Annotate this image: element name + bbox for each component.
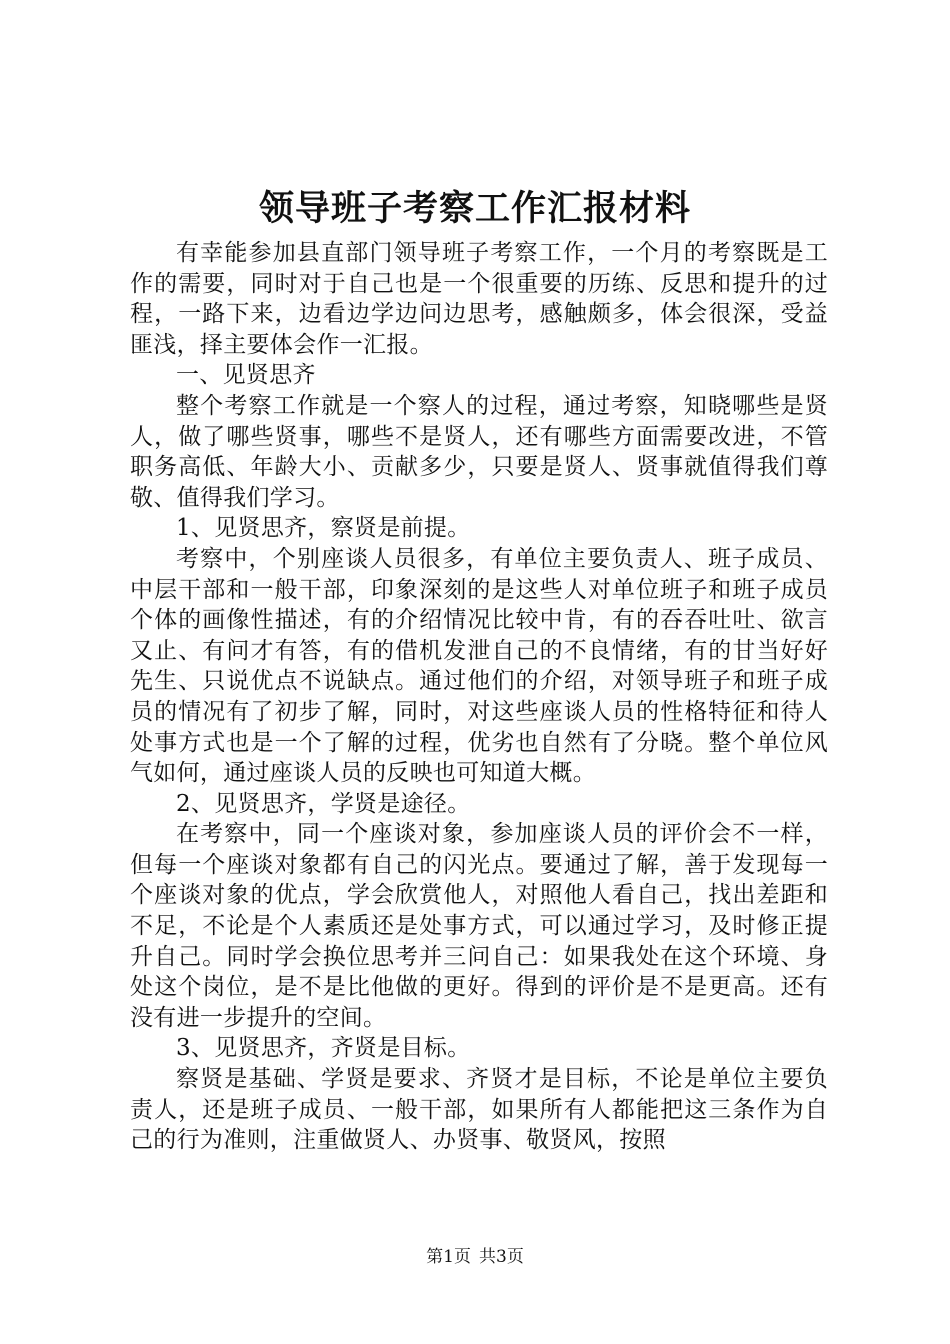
paragraph: 整个考察工作就是一个察人的过程，通过考察，知晓哪些是贤人，做了哪些贤事，哪些不是贤人，还有哪些方面需要改进，不管职务高低、年龄大小、贡献多少，只要是贤人、贤事就值得我们尊敬、值得我们学习。	[130, 392, 828, 511]
subheading-2: 2、见贤思齐，学贤是途径。	[176, 790, 471, 817]
document-body	[130, 238, 828, 1156]
document-title: 领导班子考察工作汇报材料	[258, 188, 691, 229]
subheading-1: 1、见贤思齐，察贤是前提。	[176, 515, 471, 542]
paragraph: 考察中，个别座谈人员很多，有单位主要负责人、班子成员、中层干部和一般干部，印象深刻的是这些人对单位班子和班子成员个体的画像性描述，有的介绍情况比较中肯，有的吞吞吐吐、欲言又止、有问才有答，有的借机发泄自己的不良情绪，有的甘当好好先生、只说优点不说缺点。通过他们的介绍，对领导班子和班子成员的情况有了初步了解，同时，对这些座谈人员的性格特征和待人处事方式也是一个了解的过程，优劣也自然有了分晓。整个单位风气如何，通过座谈人员的反映也可知道大概。	[130, 545, 828, 787]
page-total: 共3页	[479, 1247, 524, 1267]
page-number: 第1页	[426, 1247, 471, 1267]
subheading-3: 3、见贤思齐，齐贤是目标。	[176, 1035, 471, 1062]
page-footer	[0, 1245, 950, 1269]
paragraph-intro: 有幸能参加县直部门领导班子考察工作，一个月的考察既是工作的需要，同时对于自己也是一个很重要的历练、反思和提升的过程，一路下来，边看边学边问边思考，感触颇多，体会很深，受益匪浅，择主要体会作一汇报。	[130, 240, 828, 358]
paragraph: 察贤是基础、学贤是要求、齐贤才是目标，不论是单位主要负责人，还是班子成员、一般干部，如果所有人都能把这三条作为自己的行为准则，注重做贤人、办贤事、敬贤风，按照	[130, 1066, 828, 1154]
section-heading-1: 一、见贤思齐	[176, 362, 316, 389]
paragraph: 在考察中，同一个座谈对象，参加座谈人员的评价会不一样，但每一个座谈对象都有自己的闪光点。要通过了解，善于发现每一个座谈对象的优点，学会欣赏他人，对照他人看自己，找出差距和不足，不论是个人素质还是处事方式，可以通过学习，及时修正提升自己。同时学会换位思考并三问自己：如果我处在这个环境、身处这个岗位，是不是比他做的更好。得到的评价是不是更高。还有没有进一步提升的空间。	[130, 821, 828, 1031]
